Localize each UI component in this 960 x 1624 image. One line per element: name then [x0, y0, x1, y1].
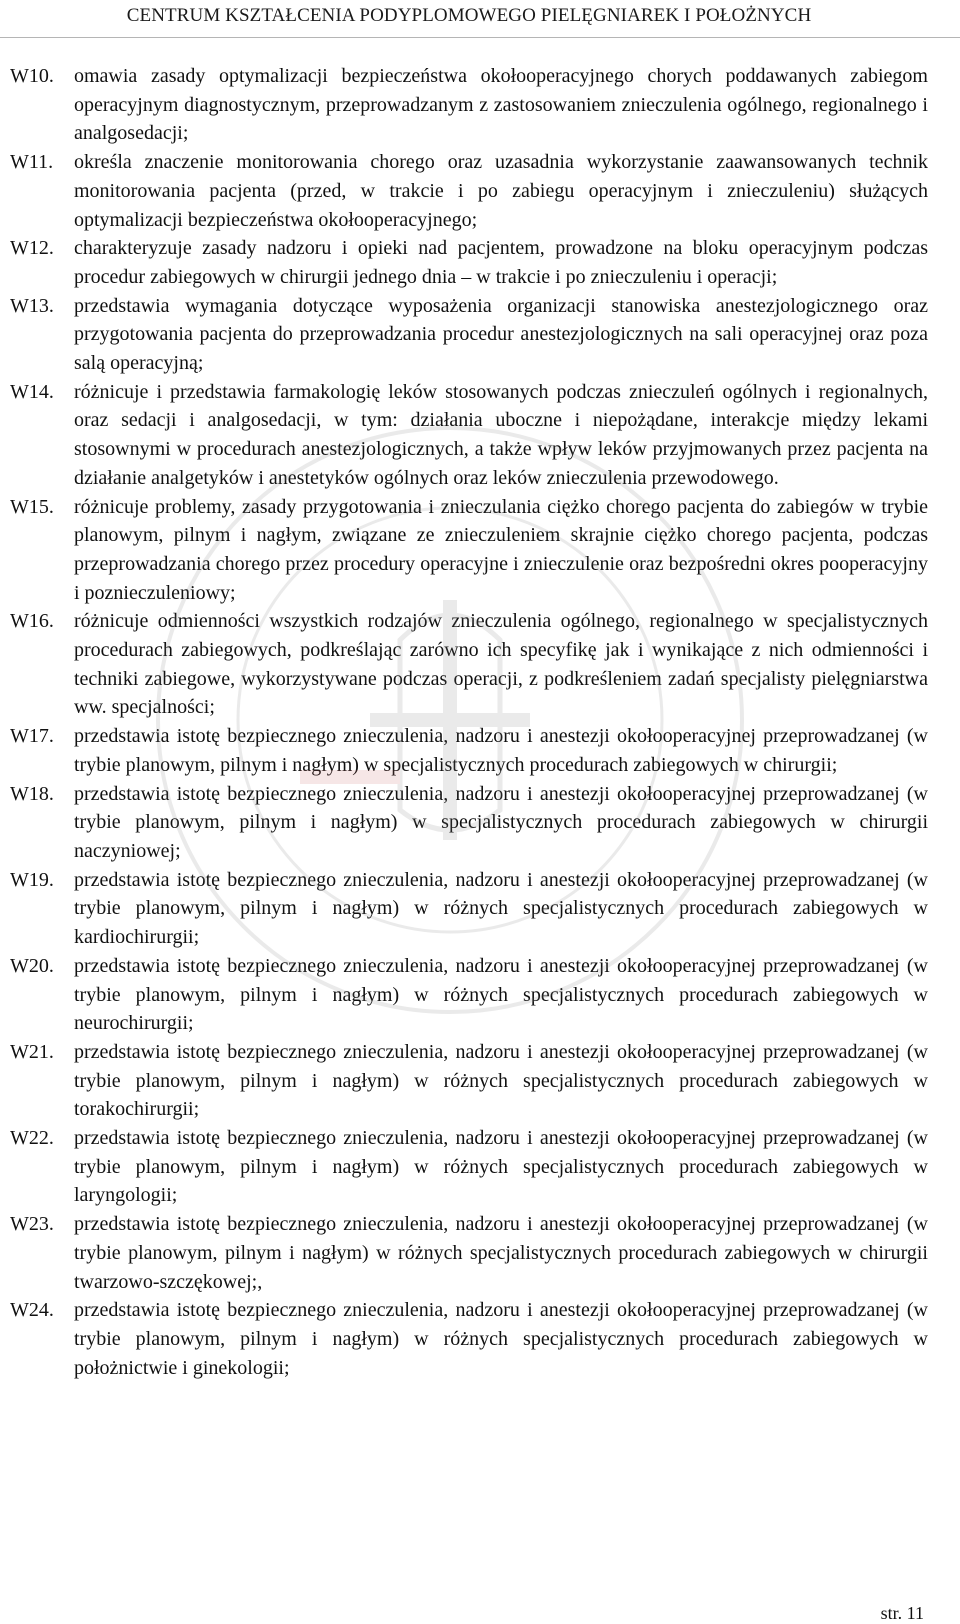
item-text: przedstawia istotę bezpiecznego znieczulenia, nadzoru i anestezji okołooperacyjnej przeprowadzanej (w trybie planowym, pilnym i nagłym) w specjalistycznych procedurach zabiegowych w chirurgii;: [74, 725, 928, 776]
list-item: [10, 1296, 928, 1382]
list-item: [10, 866, 928, 952]
item-code: W21.: [10, 1040, 54, 1063]
item-code: W10.: [10, 65, 54, 87]
list-item: [10, 292, 928, 378]
list-item: [10, 722, 928, 779]
item-code: W22.: [10, 1127, 54, 1150]
item-code: W13.: [10, 294, 54, 317]
list-item: [10, 1124, 928, 1210]
item-code: W23.: [10, 1213, 54, 1236]
item-code: W17.: [10, 725, 54, 748]
item-text: przedstawia wymagania dotyczące wyposażenia organizacji stanowiska anestezjologicznego oraz przygotowania pacjenta do przeprowadzania procedur anestezjologicznych na sali operacyjnej oraz poza salą operacyjną;: [74, 294, 928, 375]
list-item: [10, 62, 928, 148]
list-item: [10, 148, 928, 234]
item-text: przedstawia istotę bezpiecznego znieczulenia, nadzoru i anestezji okołooperacyjnej przeprowadzanej (w trybie planowym, pilnym i nagłym) w różnych specjalistycznych procedurach zabiegowych w laryngologii;: [74, 1127, 928, 1207]
item-code: W16.: [10, 610, 54, 633]
item-code: W14.: [10, 380, 54, 403]
list-item: [10, 493, 928, 608]
item-text: przedstawia istotę bezpiecznego znieczulenia, nadzoru i anestezji okołooperacyjnej przeprowadzanej (w trybie planowym, pilnym i nagłym) w różnych specjalistycznych procedurach zabiegowych w chirurgii twarzowo-szczękowej;,: [74, 1213, 928, 1293]
header-divider: [0, 37, 960, 38]
item-text: przedstawia istotę bezpiecznego znieczulenia, nadzoru i anestezji okołooperacyjnej przeprowadzanej (w trybie planowym, pilnym i nagłym) w różnych specjalistycznych procedurach zabiegowych w położnictwie i ginekologii;: [74, 1299, 928, 1379]
item-text: omawia zasady optymalizacji bezpieczeństwa okołooperacyjnego chorych poddawanych zabiegom operacyjnym diagnostycznym, przeprowadzanym z zastosowaniem znieczulenia ogólnego, regionalnego i analgosedacji;: [74, 65, 928, 145]
learning-outcomes-list: [10, 62, 928, 1382]
list-item: [10, 1210, 928, 1296]
list-item: [10, 952, 928, 1038]
item-text: przedstawia istotę bezpiecznego znieczulenia, nadzoru i anestezji okołooperacyjnej przeprowadzanej (w trybie planowym, pilnym i nagłym) w specjalistycznych procedurach zabiegowych w chirurgii naczyniowej;: [74, 782, 928, 862]
item-code: W20.: [10, 954, 54, 977]
item-code: W19.: [10, 868, 54, 891]
item-text: przedstawia istotę bezpiecznego znieczulenia, nadzoru i anestezji okołooperacyjnej przeprowadzanej (w trybie planowym, pilnym i nagłym) w różnych specjalistycznych procedurach zabiegowych w torakochirurgii;: [74, 1040, 928, 1121]
item-text: charakteryzuje zasady nadzoru i opieki nad pacjentem, prowadzone na bloku operacyjnym podczas procedur zabiegowych w chirurgii jednego dnia – w trakcie i po znieczuleniu i operacji;: [74, 237, 928, 288]
item-text: przedstawia istotę bezpiecznego znieczulenia, nadzoru i anestezji okołooperacyjnej przeprowadzanej (w trybie planowym, pilnym i nagłym) w różnych specjalistycznych procedurach zabiegowych w neurochirurgii;: [74, 954, 928, 1035]
item-code: W11.: [10, 151, 54, 174]
page-header: CENTRUM KSZTAŁCENIA PODYPLOMOWEGO PIELĘGNIAREK I POŁOŻNYCH: [126, 5, 812, 26]
item-text: określa znaczenie monitorowania chorego oraz uzasadnia wykorzystanie zaawansowanych technik monitorowania pacjenta (przed, w trakcie i po zabiegu operacyjnym i znieczuleniu) służących optymalizacji bezpieczeństwa okołooperacyjnego;: [74, 151, 928, 231]
list-item: [10, 780, 928, 866]
item-text: różnicuje i przedstawia farmakologię leków stosowanych podczas znieczuleń ogólnych i regionalnych, oraz sedacji i analgosedacji, w tym: działania uboczne i niepożądane, interakcje między lekami stosownymi w procedurach anestezjologicznych, a także wpływ leków przyjmowanych przez pacjenta na działanie analgetyków i anestetyków ogólnych oraz leków znieczulenia przewodowego.: [74, 380, 928, 489]
item-text: różnicuje problemy, zasady przygotowania i znieczulania ciężko chorego pacjenta do zabiegów w trybie planowym, pilnym i nagłym, związane ze znieczuleniem skrajnie ciężko chorego pacjenta, podczas przeprowadzania chorego przez procedury operacyjne i znieczulenie oraz bezpośredni okres pooperacyjny i poznieczuleniowy;: [74, 495, 928, 604]
list-item: [10, 234, 928, 291]
list-item: [10, 378, 928, 493]
item-code: W15.: [10, 495, 54, 518]
item-code: W18.: [10, 782, 54, 805]
item-code: W12.: [10, 237, 54, 260]
item-text: przedstawia istotę bezpiecznego znieczulenia, nadzoru i anestezji okołooperacyjnej przeprowadzanej (w trybie planowym, pilnym i nagłym) w różnych specjalistycznych procedurach zabiegowych w kardiochirurgii;: [74, 868, 928, 949]
list-item: [10, 607, 928, 722]
item-code: W24.: [10, 1299, 54, 1322]
item-text: różnicuje odmienności wszystkich rodzajów znieczulenia ogólnego, regionalnego w specjalistycznych procedurach zabiegowych, podkreślając zarówno ich specyfikę jak i wynikające z nich odmienności i techniki zabiegowe, wykorzystywane podczas operacji, z podkreśleniem zadań specjalisty pielęgniarstwa ww. specjalności;: [74, 610, 928, 719]
page-number: str. 11: [880, 1603, 924, 1623]
list-item: [10, 1038, 928, 1124]
